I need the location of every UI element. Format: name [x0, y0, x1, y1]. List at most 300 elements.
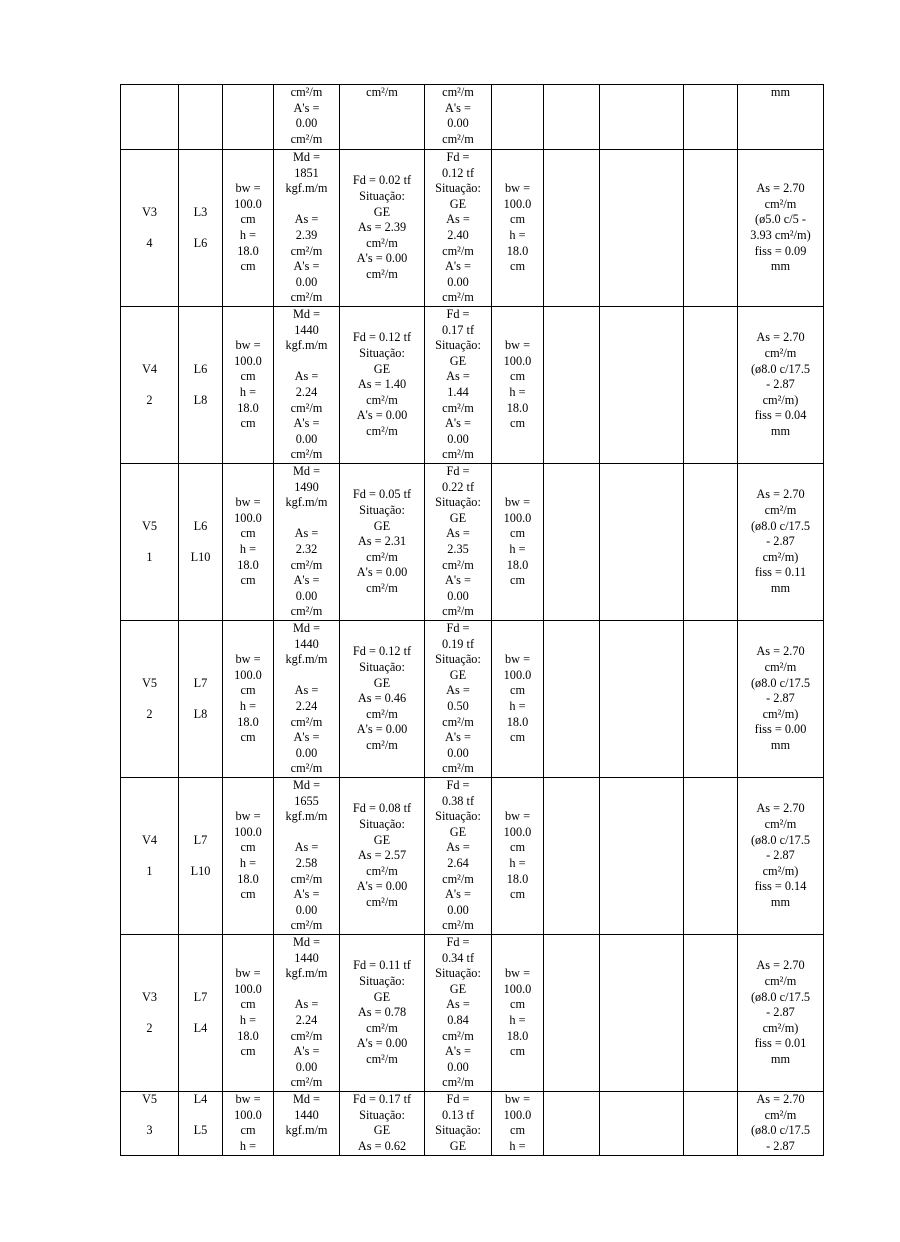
- cell-line: [180, 220, 221, 236]
- table-row-partial-top: [121, 85, 824, 150]
- cell-line: cm: [509, 730, 526, 745]
- cell-force-narrow: [425, 150, 492, 307]
- cell-line: cm: [240, 1123, 256, 1138]
- cell-line: 0.00: [295, 431, 318, 446]
- cell-beam-id: [121, 778, 179, 935]
- cell-line: 100.0: [234, 667, 262, 682]
- cell-moment: [274, 621, 340, 778]
- cell-line: cm: [509, 840, 526, 855]
- cell-line: L7: [193, 832, 208, 847]
- table-row: [121, 621, 824, 778]
- cell-line: Fd =: [446, 150, 470, 165]
- cell-line: GE: [373, 832, 391, 847]
- cell-line: A's =: [445, 1044, 471, 1059]
- cell-line: A's =: [293, 1044, 320, 1059]
- cell-force: [340, 621, 425, 778]
- cell-line: Md =: [292, 1092, 321, 1106]
- cell-line: bw =: [235, 809, 261, 824]
- cell-line: A's =: [445, 416, 471, 431]
- cell-line: cm²/m: [290, 447, 323, 462]
- cell-line: cm²/m: [366, 423, 398, 438]
- cell-adopted: [738, 935, 824, 1092]
- cell-line: As = 2.70: [756, 958, 805, 973]
- cell-line: 0.50: [447, 699, 469, 713]
- cell-empty: [121, 85, 179, 150]
- cell-empty: [544, 935, 600, 1092]
- cell-line: GE: [449, 981, 467, 996]
- cell-line: [275, 197, 338, 213]
- cell-line: Situação:: [359, 817, 405, 832]
- cell-line: cm²/m: [442, 761, 474, 776]
- cell-line: fiss = 0.01: [754, 1036, 807, 1051]
- cell-line: L6: [193, 518, 208, 533]
- cell-line: [275, 668, 338, 684]
- cell-line: cm: [240, 997, 256, 1012]
- cell-line: (ø8.0 c/17.5: [750, 832, 811, 847]
- cell-adopted: [738, 307, 824, 464]
- cell-line: fiss = 0.04: [754, 408, 807, 423]
- cell-line: cm: [509, 526, 526, 541]
- cell-section-2: [492, 621, 544, 778]
- cell-line: 100.0: [234, 1107, 262, 1122]
- cell-line: cm²/m: [366, 266, 398, 281]
- cell-line: As = 2.31: [357, 534, 407, 549]
- cell-line: 2.24: [295, 699, 318, 713]
- cell-beam-id: [121, 621, 179, 778]
- cell-line: As = 2.70: [756, 1092, 805, 1106]
- cell-line: 2.39: [295, 228, 318, 242]
- cell-line: cm²/m): [762, 706, 799, 721]
- cell-line: bw =: [235, 181, 261, 196]
- cell-line: A's = 0.00: [356, 565, 408, 580]
- cell-line: h =: [239, 1013, 257, 1027]
- cell-empty: [600, 1092, 684, 1156]
- cell-line: cm²/m: [366, 392, 398, 407]
- cell-section-2: [492, 307, 544, 464]
- cell-line: V5: [141, 1092, 158, 1106]
- cell-empty: [223, 85, 274, 150]
- cell-line: cm²/m: [442, 290, 474, 305]
- cell-line: 0.12 tf: [441, 165, 475, 180]
- cell-slabs: [179, 778, 223, 935]
- cell-line: [180, 848, 221, 864]
- cell-line: As = 2.39: [357, 220, 407, 235]
- cell-line: 3: [146, 1123, 153, 1138]
- cell-line: - 2.87: [766, 377, 795, 392]
- cell-line: cm²/m: [290, 85, 323, 99]
- cell-section-2: [492, 935, 544, 1092]
- cell-line: cm²/m: [764, 503, 797, 518]
- cell-line: cm²/m): [762, 549, 799, 564]
- cell-line: bw =: [235, 966, 261, 981]
- cell-line: GE: [373, 518, 391, 533]
- cell-line: [180, 1005, 221, 1021]
- cell-line: 2: [146, 706, 153, 721]
- cell-section: [223, 1092, 274, 1156]
- cell-force-narrow: [425, 935, 492, 1092]
- cell-empty: [544, 150, 600, 307]
- cell-beam-id: [121, 935, 179, 1092]
- cell-line: 0.22 tf: [441, 479, 475, 494]
- cell-line: As = 2.70: [756, 330, 805, 345]
- cell-line: cm²/m: [290, 400, 323, 415]
- cell-line: Md =: [292, 621, 321, 636]
- cell-line: Situação:: [435, 652, 481, 667]
- cell-empty: [600, 85, 684, 150]
- cell-line: cm²/m: [764, 660, 797, 675]
- cell-line: cm²/m: [290, 1075, 323, 1090]
- cell-line: [180, 377, 221, 393]
- cell-line: Situação:: [435, 809, 481, 824]
- cell-line: Fd = 0.05 tf: [352, 487, 412, 502]
- cell-line: Md =: [292, 307, 321, 322]
- cell-line: cm²/m: [290, 761, 323, 776]
- cell-beam-id: [121, 464, 179, 621]
- cell-line: h =: [239, 856, 257, 870]
- cell-line: 100.0: [503, 510, 532, 525]
- cell-line: 100.0: [234, 353, 262, 368]
- cell-line: 2: [146, 1020, 153, 1035]
- table-row: [121, 150, 824, 307]
- cell-line: cm²/m: [442, 871, 474, 886]
- cell-line: cm: [509, 212, 526, 227]
- cell-line: L10: [190, 863, 211, 878]
- cell-line: V5: [141, 675, 158, 690]
- cell-line: L6: [193, 361, 208, 376]
- cell-line: cm²/m: [442, 243, 474, 258]
- cell-line: - 2.87: [766, 1005, 795, 1020]
- cell-line: Situação:: [435, 338, 481, 353]
- cell-line: 0.00: [295, 1059, 318, 1074]
- cell-line: 2.35: [447, 542, 469, 556]
- cell-empty: [684, 307, 738, 464]
- cell-line: fiss = 0.11: [754, 565, 807, 580]
- cell-line: (ø5.0 c/5 -: [755, 212, 806, 227]
- cell-line: bw =: [235, 1092, 261, 1106]
- cell-line: mm: [770, 423, 791, 438]
- cell-force-narrow: [425, 307, 492, 464]
- cell-line: 0.00: [295, 116, 318, 131]
- cell-line: Md =: [292, 935, 321, 950]
- cell-line: 18.0: [506, 400, 529, 415]
- cell-line: [122, 220, 177, 236]
- cell-line: L10: [190, 549, 211, 564]
- cell-line: 18.0: [237, 243, 259, 258]
- cell-line: 2.40: [447, 228, 469, 242]
- cell-empty: [600, 150, 684, 307]
- cell-moment: [274, 150, 340, 307]
- cell-line: GE: [373, 675, 391, 690]
- cell-section-2: [492, 464, 544, 621]
- cell-line: Fd =: [446, 935, 470, 950]
- cell-line: bw =: [235, 652, 261, 667]
- cell-line: [275, 825, 338, 841]
- cell-line: 0.17 tf: [441, 322, 475, 337]
- cell-line: mm: [770, 1051, 791, 1066]
- cell-line: cm: [240, 683, 256, 698]
- cell-line: cm²/m: [366, 235, 398, 250]
- cell-line: Fd = 0.12 tf: [352, 330, 412, 345]
- cell-line: cm: [509, 997, 526, 1012]
- cell-line: GE: [449, 196, 467, 211]
- cell-line: cm²/m: [442, 400, 474, 415]
- cell-line: bw =: [504, 966, 531, 981]
- cell-line: As = 1.40: [357, 377, 407, 392]
- cell-line: cm²/m: [290, 243, 323, 258]
- cell-line: 0.00: [447, 588, 469, 603]
- cell-line: A's =: [293, 100, 320, 115]
- cell-empty: [684, 621, 738, 778]
- cell-line: A's =: [293, 416, 320, 431]
- cell-line: [122, 377, 177, 393]
- cell-line: 1851: [294, 165, 319, 180]
- cell-line: A's = 0.00: [356, 879, 408, 894]
- cell-line: A's =: [293, 730, 320, 745]
- cell-line: h =: [239, 699, 257, 713]
- cell-line: 100.0: [503, 981, 532, 996]
- cell-line: [275, 511, 338, 527]
- cell-line: V3: [141, 989, 158, 1004]
- cell-line: (ø8.0 c/17.5: [750, 518, 811, 533]
- cell-line: 100.0: [503, 1107, 532, 1122]
- cell-line: 0.00: [447, 274, 469, 289]
- table-row-partial-bottom: [121, 1092, 824, 1156]
- cell-line: 18.0: [237, 557, 259, 572]
- cell-line: [180, 534, 221, 550]
- cell-line: cm²/m: [366, 85, 398, 99]
- cell-line: cm: [509, 887, 526, 902]
- cell-line: 100.0: [234, 196, 262, 211]
- cell-line: cm²/m: [366, 706, 398, 721]
- cell-empty: [684, 935, 738, 1092]
- cell-line: As =: [446, 526, 470, 541]
- cell-line: cm²/m: [764, 196, 797, 211]
- cell-line: cm²/m: [442, 131, 474, 146]
- cell-line: 2.32: [295, 542, 318, 556]
- cell-line: 100.0: [234, 824, 262, 839]
- cell-line: 18.0: [506, 1028, 529, 1043]
- cell-line: As =: [294, 212, 319, 227]
- cell-line: bw =: [504, 338, 531, 353]
- table-row: [121, 307, 824, 464]
- cell-line: - 2.87: [766, 534, 795, 549]
- cell-line: [122, 1108, 177, 1124]
- cell-line: kgf.m/m: [285, 809, 328, 824]
- cell-adopted: [738, 621, 824, 778]
- cell-empty: [544, 85, 600, 150]
- cell-line: h =: [509, 1138, 526, 1153]
- cell-adopted: [738, 150, 824, 307]
- cell-line: 18.0: [506, 243, 529, 258]
- cell-line: As =: [294, 369, 319, 384]
- cell-line: cm²/m: [290, 918, 323, 933]
- cell-line: h =: [509, 856, 526, 870]
- cell-line: As = 2.70: [756, 487, 805, 502]
- cell-line: Md =: [292, 464, 321, 479]
- cell-line: 0.34 tf: [441, 950, 475, 965]
- cell-line: 100.0: [503, 353, 532, 368]
- cell-line: 18.0: [506, 714, 529, 729]
- cell-line: cm²/m: [442, 447, 474, 462]
- cell-line: Situação:: [435, 181, 481, 196]
- cell-line: As =: [446, 997, 470, 1012]
- cell-force-narrow: [425, 1092, 492, 1156]
- cell-line: cm: [240, 573, 256, 588]
- cell-line: Fd = 0.02 tf: [352, 173, 412, 188]
- cell-line: Situação:: [359, 1107, 405, 1122]
- cell-line: bw =: [504, 181, 531, 196]
- cell-line: A's =: [445, 887, 471, 902]
- cell-line: 1: [146, 549, 153, 564]
- cell-line: 18.0: [506, 557, 529, 572]
- cell-line: Fd =: [446, 621, 470, 636]
- cell-line: 0.00: [295, 588, 318, 603]
- cell-line: L4: [193, 1020, 208, 1035]
- cell-line: cm²/m: [290, 871, 323, 886]
- cell-line: As = 0.46: [357, 691, 407, 706]
- cell-line: h =: [509, 228, 526, 242]
- cell-line: 1440: [294, 636, 319, 651]
- cell-line: 0.00: [295, 274, 318, 289]
- cell-moment: [274, 464, 340, 621]
- cell-line: A's =: [293, 887, 320, 902]
- cell-line: cm: [509, 1044, 526, 1059]
- cell-line: cm: [240, 887, 256, 902]
- cell-line: fiss = 0.09: [754, 243, 807, 258]
- cell-empty: [600, 307, 684, 464]
- cell-line: kgf.m/m: [285, 966, 328, 981]
- cell-section: [223, 464, 274, 621]
- cell-moment: [274, 307, 340, 464]
- cell-line: L3: [193, 204, 208, 219]
- cell-moment: [274, 1092, 340, 1156]
- cell-line: Md =: [292, 778, 321, 793]
- cell-line: Fd = 0.12 tf: [352, 644, 412, 659]
- cell-line: GE: [373, 1123, 391, 1138]
- cell-force: [340, 464, 425, 621]
- cell-line: V4: [141, 832, 158, 847]
- cell-line: Situação:: [359, 503, 405, 518]
- cell-line: 1440: [294, 1107, 319, 1122]
- cell-line: 0.13 tf: [441, 1107, 475, 1122]
- cell-line: bw =: [504, 652, 531, 667]
- cell-line: cm: [240, 840, 256, 855]
- cell-line: Situação:: [359, 660, 405, 675]
- cell-line: As = 2.57: [357, 848, 407, 863]
- slab-reinforcement-table: [120, 84, 824, 1156]
- cell-line: cm: [240, 259, 256, 274]
- cell-line: 2: [146, 392, 153, 407]
- cell-line: Fd =: [446, 778, 470, 793]
- cell-line: cm²/m: [764, 1107, 797, 1122]
- cell-line: As =: [294, 526, 319, 541]
- cell-beam-id: [121, 150, 179, 307]
- cell-line: cm²/m: [442, 1028, 474, 1043]
- table-row: [121, 935, 824, 1092]
- table-row: [121, 464, 824, 621]
- cell-line: GE: [373, 361, 391, 376]
- cell-line: A's =: [445, 573, 471, 588]
- cell-empty: [544, 464, 600, 621]
- cell-line: [122, 1005, 177, 1021]
- cell-line: cm²/m: [366, 737, 398, 752]
- cell-line: - 2.87: [766, 1138, 795, 1153]
- table-row: [121, 778, 824, 935]
- cell-line: h =: [239, 542, 257, 556]
- cell-line: h =: [509, 1013, 526, 1027]
- cell-line: 4: [146, 235, 153, 250]
- cell-line: cm²/m: [366, 549, 398, 564]
- cell-section-2: [492, 1092, 544, 1156]
- cell-empty: [684, 150, 738, 307]
- cell-line: GE: [449, 824, 467, 839]
- cell-line: cm²/m: [290, 290, 323, 305]
- cell-line: 1.44: [447, 385, 469, 399]
- cell-line: bw =: [504, 809, 531, 824]
- cell-line: As =: [446, 212, 470, 227]
- cell-line: cm²/m: [764, 974, 797, 989]
- cell-empty: [600, 464, 684, 621]
- cell-line: h =: [509, 542, 526, 556]
- cell-line: [275, 982, 338, 998]
- cell-line: [180, 691, 221, 707]
- cell-empty: [684, 778, 738, 935]
- cell-line: 100.0: [503, 667, 532, 682]
- cell-line: 2.24: [295, 385, 318, 399]
- cell-line: cm²/m: [442, 714, 474, 729]
- cell-empty: [544, 307, 600, 464]
- cell-line: cm: [509, 259, 526, 274]
- cell-slabs: [179, 307, 223, 464]
- cell-adopted: [738, 1092, 824, 1156]
- cell-line: A's =: [293, 259, 320, 274]
- cell-line: cm: [240, 1044, 256, 1059]
- cell-line: [122, 691, 177, 707]
- cell-slabs: [179, 464, 223, 621]
- cell-line: A's =: [445, 100, 471, 115]
- cell-line: h =: [239, 228, 257, 242]
- cell-line: cm²/m: [366, 863, 398, 878]
- cell-line: - 2.87: [766, 848, 795, 863]
- cell-line: 2.58: [295, 856, 318, 870]
- cell-section: [223, 307, 274, 464]
- cell-line: As =: [294, 997, 319, 1012]
- cell-line: 0.19 tf: [441, 636, 475, 651]
- cell-moment: [274, 935, 340, 1092]
- cell-line: L5: [193, 1123, 208, 1138]
- cell-line: [122, 848, 177, 864]
- cell-line: 18.0: [506, 871, 529, 886]
- cell-line: cm²/m: [366, 1051, 398, 1066]
- cell-line: cm²/m: [366, 1020, 398, 1035]
- cell-adopted: [738, 85, 824, 150]
- cell-empty: [600, 778, 684, 935]
- cell-line: 18.0: [237, 400, 259, 415]
- cell-line: cm: [240, 369, 256, 384]
- cell-slabs: [179, 1092, 223, 1156]
- cell-force: [340, 85, 425, 150]
- cell-force: [340, 307, 425, 464]
- cell-slabs: [179, 150, 223, 307]
- cell-force: [340, 935, 425, 1092]
- cell-adopted: [738, 464, 824, 621]
- cell-line: 100.0: [234, 981, 262, 996]
- cell-empty: [684, 1092, 738, 1156]
- cell-line: Situação:: [435, 495, 481, 510]
- cell-line: cm: [509, 416, 526, 431]
- cell-empty: [544, 621, 600, 778]
- cell-line: 1490: [294, 479, 319, 494]
